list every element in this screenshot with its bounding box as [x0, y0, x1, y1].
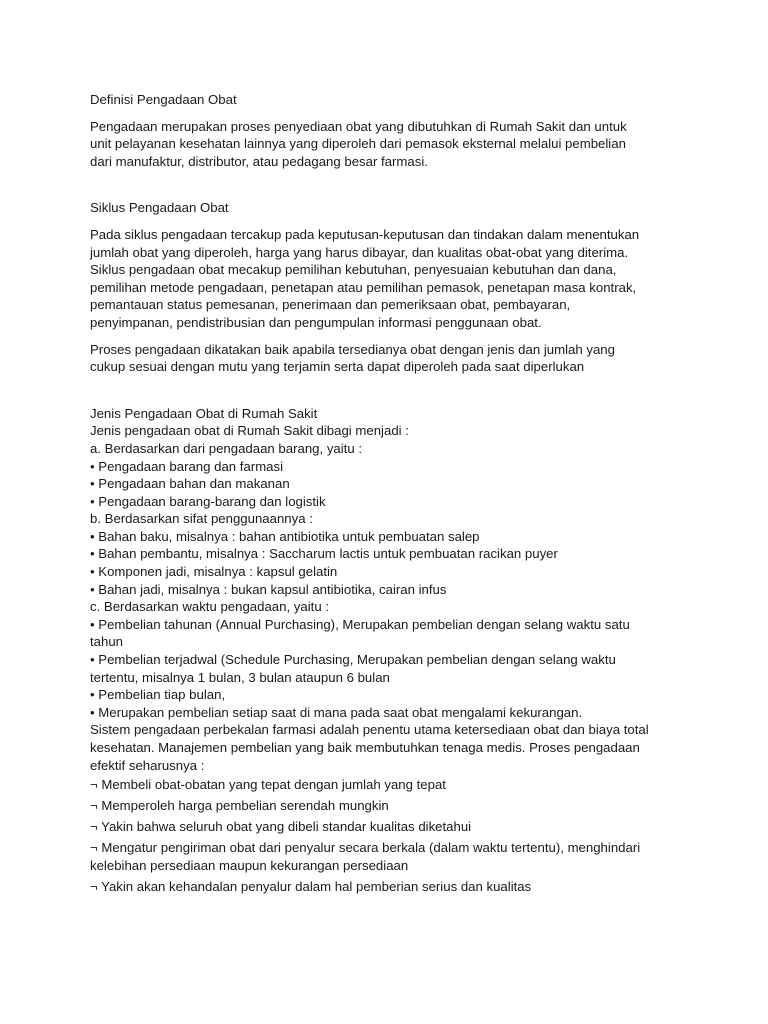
list-line: • Komponen jadi, misalnya : kapsul gelatin	[90, 564, 338, 580]
list-item-line: ¬ Membeli obat-obatan yang tepat dengan jumlah yang tepat	[90, 777, 446, 793]
list-line: • Pembelian tahunan (Annual Purchasing), Merupakan pembelian dengan selang waktu satu	[90, 616, 630, 632]
list-line: • Pembelian terjadwal (Schedule Purchasing, Merupakan pembelian dengan selang waktu	[90, 652, 616, 668]
text-line: dari manufaktur, distributor, atau pedagang besar farmasi.	[90, 153, 428, 169]
paragraph-definisi	[90, 118, 690, 171]
text-line: Pada siklus pengadaan tercakup pada keputusan-keputusan dan tindakan dalam menentukan	[90, 226, 640, 242]
list-line: • Bahan pembantu, misalnya : Saccharum lactis untuk pembuatan racikan puyer	[90, 546, 558, 562]
document-content	[90, 91, 690, 899]
list-line: • Merupakan pembelian setiap saat di mana pada saat obat mengalami kekurangan.	[90, 704, 583, 720]
list-item-line: ¬ Yakin bahwa seluruh obat yang dibeli standar kualitas diketahui	[90, 819, 472, 835]
list-item	[90, 818, 690, 836]
list-line: • Bahan baku, misalnya : bahan antibiotika untuk pembuatan salep	[90, 528, 480, 544]
text-line: unit pelayanan kesehatan lainnya yang diperoleh dari pemasok eksternal melalui pembelian	[90, 136, 626, 152]
jenis-pengadaan-list	[90, 422, 690, 774]
section-title-siklus: Siklus Pengadaan Obat	[90, 200, 229, 216]
text-line: cukup sesuai dengan mutu yang terjamin serta dapat diperoleh pada saat diperlukan	[90, 359, 585, 375]
list-item-line: ¬ Yakin akan kehandalan penyalur dalam hal pemberian serius dan kualitas	[90, 879, 532, 895]
text-line: penyimpanan, pendistribusian dan pengumpulan informasi penggunaan obat.	[90, 314, 542, 330]
text-line: Pengadaan merupakan proses penyediaan obat yang dibutuhkan di Rumah Sakit dan untuk	[90, 118, 627, 134]
list-line: tertentu, misalnya 1 bulan, 3 bulan ataupun 6 bulan	[90, 669, 390, 685]
list-line: • Pengadaan barang dan farmasi	[90, 458, 284, 474]
list-line: b. Berdasarkan sifat penggunaannya :	[90, 511, 313, 527]
list-item	[90, 776, 690, 794]
list-line: Sistem pengadaan perbekalan farmasi adalah penentu utama ketersediaan obat dan biaya total	[90, 722, 649, 738]
list-item	[90, 878, 690, 896]
text-line: pemilihan metode pengadaan, penetapan atau pemilihan pemasok, penetapan masa kontrak,	[90, 279, 637, 295]
sistem-pengadaan-list	[90, 776, 690, 896]
text-line: jumlah obat yang diperoleh, harga yang harus dibayar, dan kualitas obat-obat yang diterima.	[90, 244, 629, 260]
list-line: • Pembelian tiap bulan,	[90, 687, 226, 703]
section-title-definisi: Definisi Pengadaan Obat	[90, 92, 237, 107]
text-line: Siklus pengadaan obat mecakup pemilihan kebutuhan, penyesuaian kebutuhan dan dana,	[90, 262, 617, 278]
list-item-line: ¬ Memperoleh harga pembelian serendah mungkin	[90, 798, 389, 814]
list-item	[90, 797, 690, 815]
paragraph-siklus-2	[90, 341, 690, 376]
list-item	[90, 839, 690, 874]
list-line: Jenis pengadaan obat di Rumah Sakit dibagi menjadi :	[90, 423, 409, 439]
list-line: efektif seharusnya :	[90, 757, 205, 773]
list-line: • Pengadaan bahan dan makanan	[90, 476, 290, 492]
list-line: a. Berdasarkan dari pengadaan barang, yaitu :	[90, 440, 362, 456]
list-item-line: ¬ Mengatur pengiriman obat dari penyalur secara berkala (dalam waktu tertentu), menghindari	[90, 840, 641, 856]
list-line: • Bahan jadi, misalnya : bukan kapsul antibiotika, cairan infus	[90, 581, 447, 597]
list-line: tahun	[90, 634, 124, 650]
list-item-line: kelebihan persediaan maupun kekurangan persediaan	[90, 858, 409, 874]
paragraph-siklus-1	[90, 226, 690, 332]
list-line: c. Berdasarkan waktu pengadaan, yaitu :	[90, 599, 329, 615]
text-line: pemantauan status pemesanan, penerimaan dan pemeriksaan obat, pembayaran,	[90, 297, 571, 313]
list-line: • Pengadaan barang-barang dan logistik	[90, 493, 326, 509]
text-line: Proses pengadaan dikatakan baik apabila tersedianya obat dengan jenis dan jumlah yang	[90, 341, 615, 357]
list-line: kesehatan. Manajemen pembelian yang baik membutuhkan tenaga medis. Proses pengadaan	[90, 740, 640, 755]
section-title-jenis: Jenis Pengadaan Obat di Rumah Sakit	[90, 405, 318, 421]
